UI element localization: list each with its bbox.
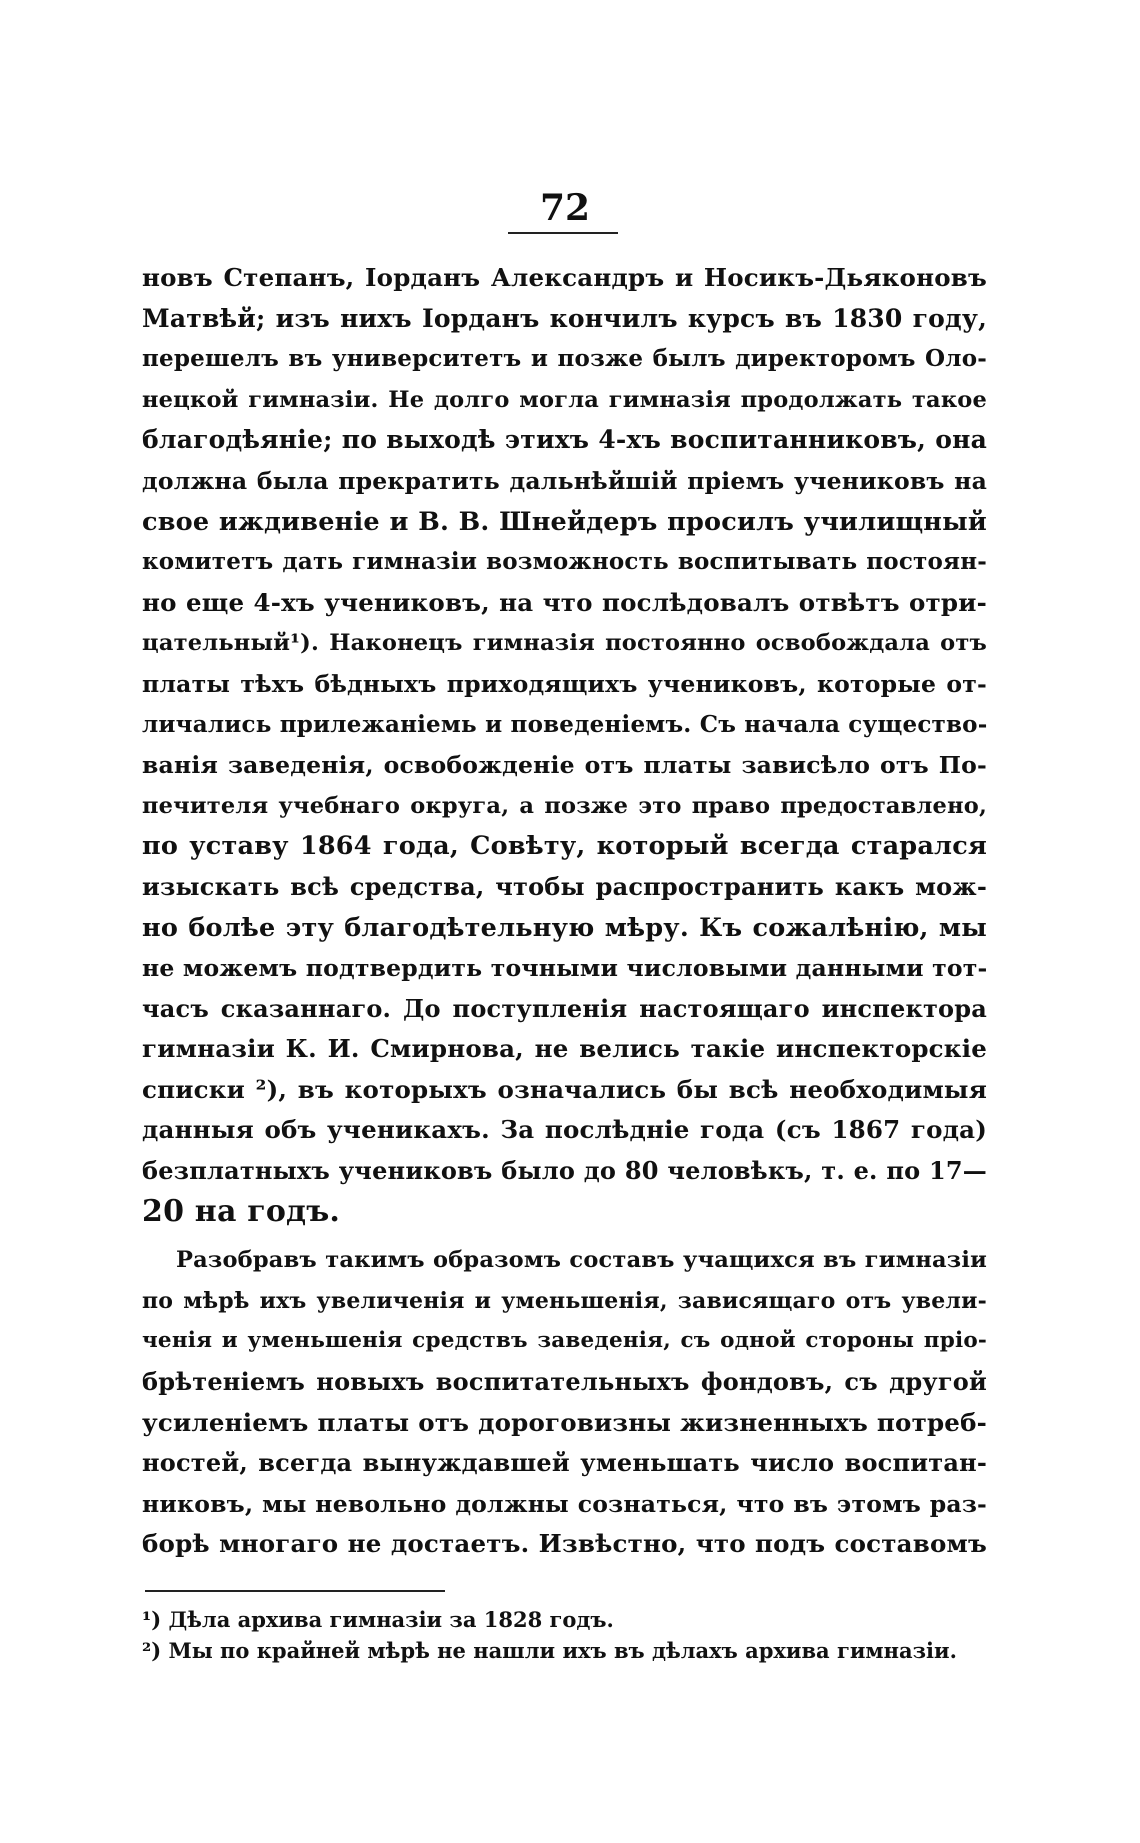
footnote-1: ¹) Дѣла архива гимназіи за 1828 годъ.: [142, 1607, 614, 1632]
text-line: свое иждивеніе и В. В. Шнейдеръ просилъ училищный: [142, 506, 987, 537]
text-line: печителя учебнаго округа, а позже это право предоставлено,: [142, 792, 987, 819]
text-line: новъ Степанъ, Іорданъ Александръ и Носикъ-Дьяконовъ: [142, 263, 987, 292]
footnote-rule: [145, 1590, 445, 1592]
text-line: никовъ, мы невольно должны сознаться, что въ этомъ раз-: [142, 1489, 987, 1518]
page-number-rule: [508, 232, 618, 234]
text-line: по уставу 1864 года, Совѣту, который всегда старался: [142, 831, 987, 862]
text-line: перешелъ въ университетъ и позже былъ директоромъ Оло-: [142, 345, 987, 373]
text-line: по мѣрѣ ихъ увеличенія и уменьшенія, зависящаго отъ увели-: [142, 1287, 987, 1314]
paragraph-2: [142, 1240, 987, 1565]
main-text: [142, 258, 987, 1565]
text-line: личались прилежаніемь и поведеніемъ. Съ начала существо-: [142, 710, 987, 738]
text-line: списки ²), въ которыхъ означались бы всѣ необходимыя: [142, 1074, 987, 1104]
text-line: ченія и уменьшенія средствъ заведенія, съ одной стороны пріо-: [142, 1328, 987, 1354]
text-line: ностей, всегда вынуждавшей уменьшать число воспитан-: [142, 1448, 987, 1478]
text-line: изыскать всѣ средства, чтобы распространить какъ мож-: [142, 871, 987, 901]
text-line: Матвѣй; изъ нихъ Іорданъ кончилъ курсъ въ 1830 году,: [142, 303, 987, 333]
text-line: ванія заведенія, освобожденіе отъ платы зависѣло отъ По-: [142, 751, 987, 780]
text-line: усиленіемъ платы отъ дороговизны жизненныхъ потреб-: [142, 1407, 987, 1437]
text-line: брѣтеніемъ новыхъ воспитательныхъ фондовъ, съ другой: [142, 1367, 987, 1397]
text-line: нецкой гимназіи. Не долго могла гимназія продолжать такое: [142, 386, 987, 413]
text-line: должна была прекратить дальнѣйшій пріемъ учениковъ на: [142, 466, 987, 495]
page-number: 72: [539, 187, 591, 229]
text-line: данныя объ ученикахъ. За послѣдніе года (съ 1867 года): [142, 1115, 987, 1145]
text-line: но еще 4-хъ учениковъ, на что послѣдовалъ отвѣтъ отри-: [142, 587, 987, 617]
paragraph-1: [142, 258, 987, 1232]
text-line: цательный¹). Наконецъ гимназія постоянно освобождала отъ: [142, 630, 987, 657]
text-line: платы тѣхъ бѣдныхъ приходящихъ учениковъ, которые от-: [142, 669, 987, 698]
text-line: безплатныхъ учениковъ было до 80 человѣкъ, т. е. по 17—: [142, 1156, 987, 1186]
text-line: благодѣяніе; по выходѣ этихъ 4-хъ воспитанниковъ, она: [142, 425, 987, 455]
paragraph-gap: [142, 1232, 987, 1240]
text-line: комитетъ дать гимназіи возможность воспитывать постоян-: [142, 548, 987, 576]
text-line: Разобравъ такимъ образомъ составъ учащихся въ гимназіи: [176, 1247, 987, 1274]
text-line: часъ сказаннаго. До поступленія настоящаго инспектора: [142, 993, 987, 1023]
text-line: не можемъ подтвердить точными числовыми данными тот-: [142, 954, 987, 983]
text-line: но болѣе эту благодѣтельную мѣру. Къ сожалѣнію, мы: [142, 912, 987, 943]
footnote-2: ²) Мы по крайней мѣрѣ не нашли ихъ въ дѣлахъ архива гимназіи.: [142, 1638, 957, 1663]
text-line: гимназіи К. И. Смирнова, не велись такіе инспекторскіе: [142, 1034, 987, 1064]
footnotes: [142, 1604, 987, 1666]
text-line: борѣ многаго не достаетъ. Извѣстно, что подъ составомъ: [142, 1529, 987, 1559]
text-line: 20 на годъ.: [142, 1193, 341, 1229]
